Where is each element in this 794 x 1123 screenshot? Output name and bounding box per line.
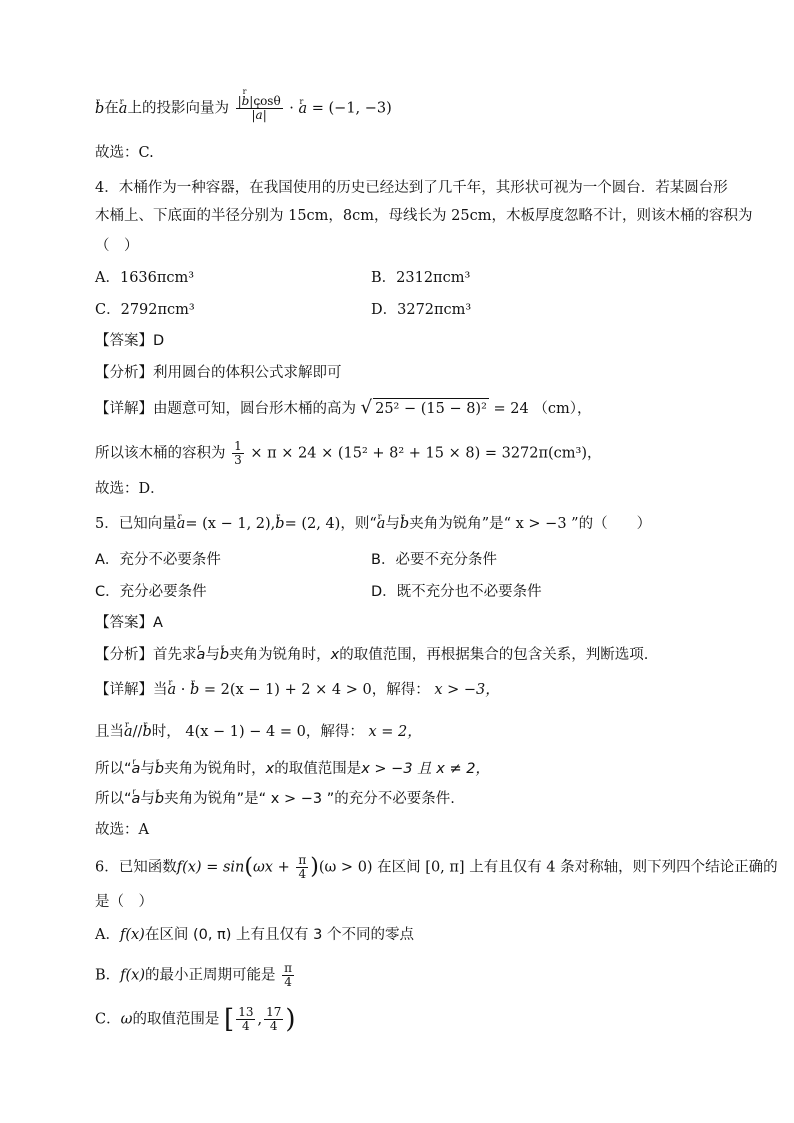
text: 在区间 (0, π) 上有且仅有 3 个不同的零点 [144,927,414,943]
text: 所以“ [95,761,132,777]
vec-a: r a [124,724,133,740]
omega-x: ωx + [252,859,290,876]
text: 5．已知向量 [95,516,177,532]
text: 所以该木桶的容积为 [95,445,226,462]
text: 与 [140,791,155,807]
numerator: π [284,961,293,975]
text: 在 [104,100,119,117]
text: 时， [151,724,181,740]
q4-option-d: D．3272πcm³ [371,302,472,318]
omega: ω [120,1011,133,1028]
text: 【详解】由题意可知，圆台形木桶的高为 [95,401,356,417]
q6-option-a [95,925,414,945]
projection-line: r b在r a上的投影向量为 $\frac{\text{|r b|cosθ}}{\text{|r a|}}$ · r a = (−1, −3) [95,95,392,122]
vec-b: r b [242,94,250,108]
pi-over-4 [296,854,308,881]
q5-selection: 故选：A [95,822,149,838]
result: x > −3 且 x ≠ 2， [361,761,490,777]
vec-a: r a [299,101,308,117]
function: f(x) = sin [176,859,245,876]
numerator: π [298,853,307,867]
q4-volume [95,440,602,467]
q5-option-a: A．充分不必要条件 [95,552,221,568]
vec-b: r b [155,791,164,807]
vec-b: r b [155,761,164,777]
text: 的取值范围是 [132,1011,220,1028]
denominator: 4 [284,975,292,989]
q5-option-d: D．既不充分也不必要条件 [371,584,542,600]
result: x = 2， [368,724,422,740]
q4-stem-3: （ ） [95,238,139,254]
text: 与 [385,516,400,532]
q4-option-b: B．2312πcm³ [371,270,471,286]
text: 6．已知函数 [95,859,177,876]
numerator: 17 [266,1005,282,1019]
vec-b: r b [400,516,409,532]
denominator: 3 [234,453,242,467]
vec-a: r a [132,761,141,777]
q5-detail-4 [95,789,455,809]
text: 所以“ [95,791,132,807]
condition: (ω > 0) 在区间 [0, π] 上有且仅有 4 条对称轴，则下列四个结论正确的 [318,859,778,876]
fraction-17-4 [264,1006,283,1033]
var-x: x [265,761,275,777]
q4-option-c: C．2792πcm³ [95,302,195,318]
text: = (x − 1, 2), [185,516,276,532]
vec-a: r a [377,516,386,532]
text: 的最小正周期可能是 [145,967,276,984]
q4-analysis: 【分析】利用圆台的体积公式求解即可 [95,365,342,381]
sqrt-expr: 25² − (15 − 8)² [373,398,489,419]
q5-analysis [95,645,648,665]
text: C． [95,1011,121,1028]
result: x > −3， [434,682,500,698]
parallel-expr: 4(x − 1) − 4 = 0，解得： [185,724,364,740]
q5-stem [95,514,651,534]
text: 夹角为锐角”是“ x > −3 ”的（ ） [409,516,652,532]
text: 的取值范围，再根据集合的包含关系，判断选项. [339,647,649,663]
text: A． [95,927,120,943]
q6-option-b [95,962,296,989]
text: 与 [205,647,220,663]
vec-b: r b [142,724,151,740]
q5-option-b: B．必要不充分条件 [371,552,497,568]
q4-stem-1: 4．木桶作为一种容器，在我国使用的历史已经达到了几千年，其形状可视为一个圆台．若某圆台形 [95,180,728,196]
pi-over-4 [282,962,294,989]
q5-answer: 【答案】A [95,615,163,631]
projection-fraction: $\frac{\text{|r b|cosθ}}{\text{|r a|}}$ [236,95,283,122]
comma: , [257,1011,263,1028]
q4-selection: 故选：D． [95,481,165,497]
q4-stem-2: 木桶上、下底面的半径分别为 15cm，8cm，母线长为 25cm，木板厚度忽略不计，则该木桶的容积为 [95,208,753,224]
vec-a: r a [168,682,177,698]
vec-a: r a [197,647,206,663]
projection-result: = (−1, −3) [311,100,392,117]
text: B． [95,967,121,984]
vec-a: r a [132,791,141,807]
vec-a: r a [177,516,186,532]
denominator: 4 [242,1019,250,1033]
vec-a: r a [119,101,128,117]
numerator: 13 [238,1005,254,1019]
q6-stem: 6．已知函数f(x) = sin(ωx + $\frac{\pi}{4}$ )(ω > 0) 在区间 [0, π] 上有且仅有 4 条对称轴，则下列四个结论正确的 [95,853,778,881]
text: 且当 [95,724,124,740]
one-third-fraction [232,440,244,467]
cos-theta: cosθ [253,94,281,108]
denominator: 4 [298,867,307,881]
fx: f(x) [119,927,145,943]
volume-expr: × π × 24 × (15² + 8² + 15 × 8) = 3272π(cm³)， [250,445,602,462]
numerator: 1 [234,439,242,453]
vec-b: r b [220,647,229,663]
vec-b: r b [190,682,199,698]
text: 与 [140,761,155,777]
q6-stem-2: 是（ ） [95,894,153,910]
text: 【分析】首先求 [95,647,197,663]
text: 夹角为锐角时， [164,761,266,777]
text: 的取值范围是 [274,761,362,777]
q5-detail-3 [95,759,490,779]
fraction-13-4 [236,1006,255,1033]
vec-b: r b [95,101,104,117]
text: = 24 （cm）， [493,401,592,417]
answer-choice-c: 故选：C. [95,145,154,161]
text: = (2, 4)，则“ [284,516,377,532]
text: 夹角为锐角”是“ x > −3 ”的充分不必要条件. [164,791,455,807]
q4-option-a: A．1636πcm³ [95,270,195,286]
var-x: x [330,647,340,663]
text: 夹角为锐角时， [229,647,331,663]
fx: f(x) [120,967,146,984]
vec-b: r b [275,516,284,532]
q5-option-c: C．充分必要条件 [95,584,207,600]
vec-a: r a [256,108,263,122]
q4-answer: 【答案】D [95,333,165,349]
q6-option-c: C．ω的取值范围是 [ $\frac{13}{4}$ , $\frac{17}{4}$ ) [95,1004,296,1035]
denominator: 4 [269,1019,278,1033]
parallel: // [132,724,143,740]
q5-detail-1: 【详解】当r a · r b = 2(x − 1) + 2 × 4 > 0，解得： x > −3， [95,680,500,700]
q4-detail: 【详解】由题意可知，圆台形木桶的高为 √ 25² − (15 − 8)² = 24 （cm）， [95,397,592,418]
text: 【详解】当 [95,682,168,698]
q5-detail-2 [95,722,422,742]
text: 上的投影向量为 [127,100,229,117]
dot-expr: = 2(x − 1) + 2 × 4 > 0，解得： [203,682,430,698]
